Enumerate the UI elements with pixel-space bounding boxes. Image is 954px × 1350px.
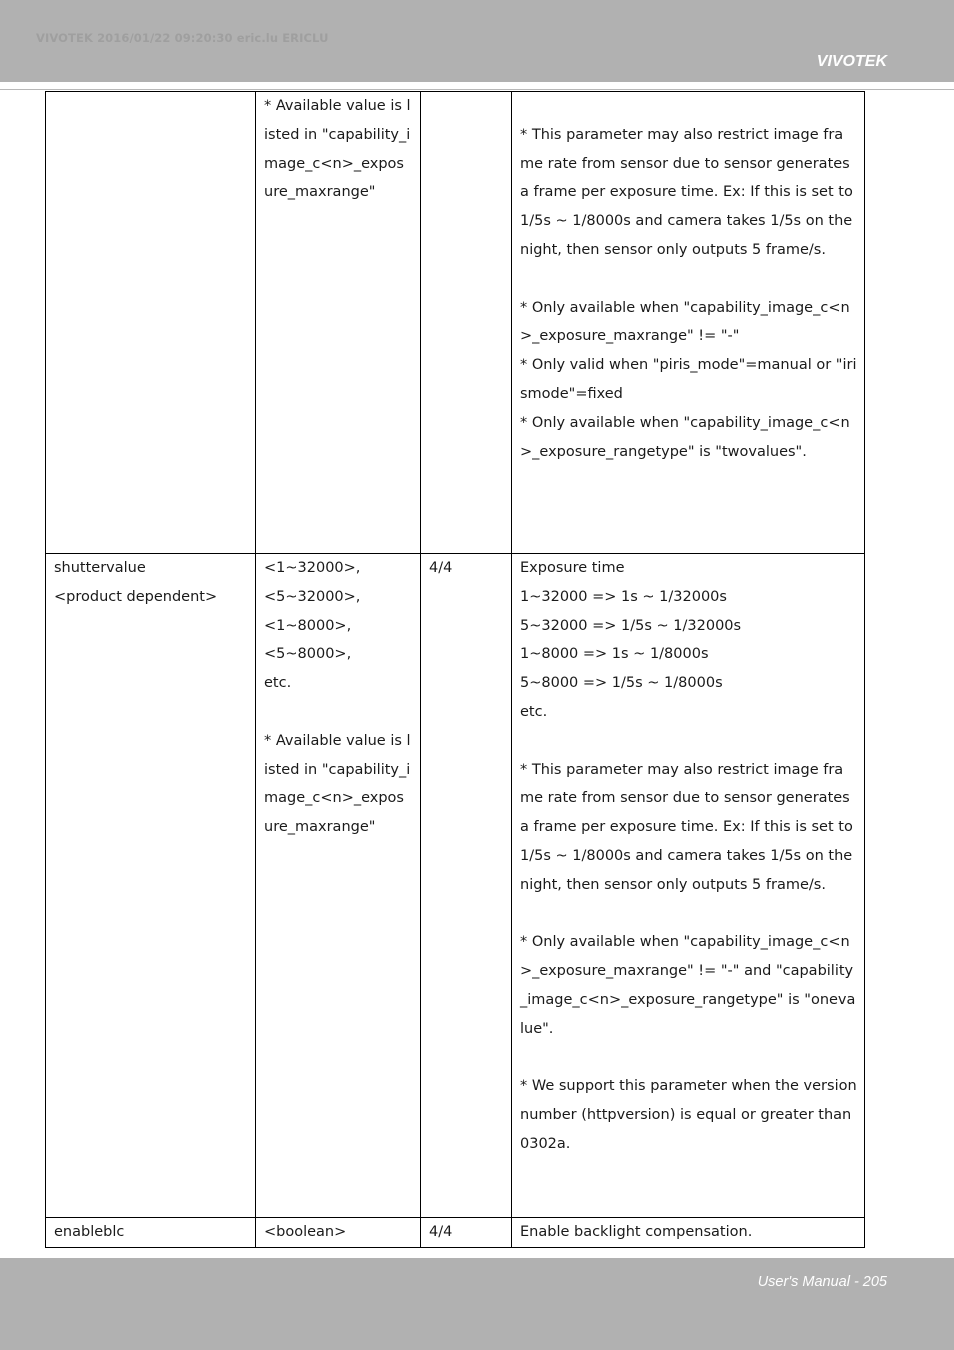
param-security-cell [421,92,512,554]
table-row [46,1218,865,1248]
table-row [46,92,865,554]
table-row [46,554,865,1218]
page-header [0,0,954,82]
param-description-cell: Exposure time 1~32000 => 1s ~ 1/32000s 5~32000 => 1/5s ~ 1/32000s 1~8000 => 1s ~ 1/8000s 5~8000 => 1/5s ~ 1/8000s etc. * This parameter may also restrict image frame rate from sensor due to sensor generates a frame per exposure time. Ex: If this is set to 1/5s ~ 1/8000s and camera takes 1/5s on the night, then sensor only outputs 5 frame/s. * Only available when "capability_image_c<n>_exposure_maxrange" != "-" and "capability_image_c<n>_exposure_rangetype" is "onevalue". * We support this parameter when the version number (httpversion) is equal or greater than 0302a. [512,554,865,1218]
param-value-cell: <1~32000>, <5~32000>, <1~8000>, <5~8000>, etc. * Available value is listed in "capability_image_c<n>_exposure_maxrange" [256,554,421,1218]
param-description-cell: Enable backlight compensation. [512,1218,865,1248]
brand-logo-text: VIVOTEK [816,53,887,70]
param-description-cell: * This parameter may also restrict image frame rate from sensor due to sensor generates a frame per exposure time. Ex: If this is set to 1/5s ~ 1/8000s and camera takes 1/5s on the night, then sensor only outputs 5 frame/s. * Only available when "capability_image_c<n>_exposure_maxrange" != "-" * Only valid when "piris_mode"=manual or "irismode"=fixed * Only available when "capability_image_c<n>_exposure_rangetype" is "twovalues". [512,92,865,554]
header-divider [0,89,954,90]
param-name-cell [46,92,256,554]
param-value-cell: <boolean> [256,1218,421,1248]
param-name-cell: enableblc [46,1218,256,1248]
page-number-label: User's Manual - 205 [757,1274,887,1290]
param-security-cell: 4/4 [421,554,512,1218]
param-name-cell: shuttervalue <product dependent> [46,554,256,1218]
page-footer [0,1258,954,1350]
param-security-cell: 4/4 [421,1218,512,1248]
param-value-cell: * Available value is listed in "capability_image_c<n>_exposure_maxrange" [256,92,421,554]
parameter-table [45,91,865,1248]
watermark-text: VIVOTEK 2016/01/22 09:20:30 eric.lu ERICLU [36,31,329,45]
